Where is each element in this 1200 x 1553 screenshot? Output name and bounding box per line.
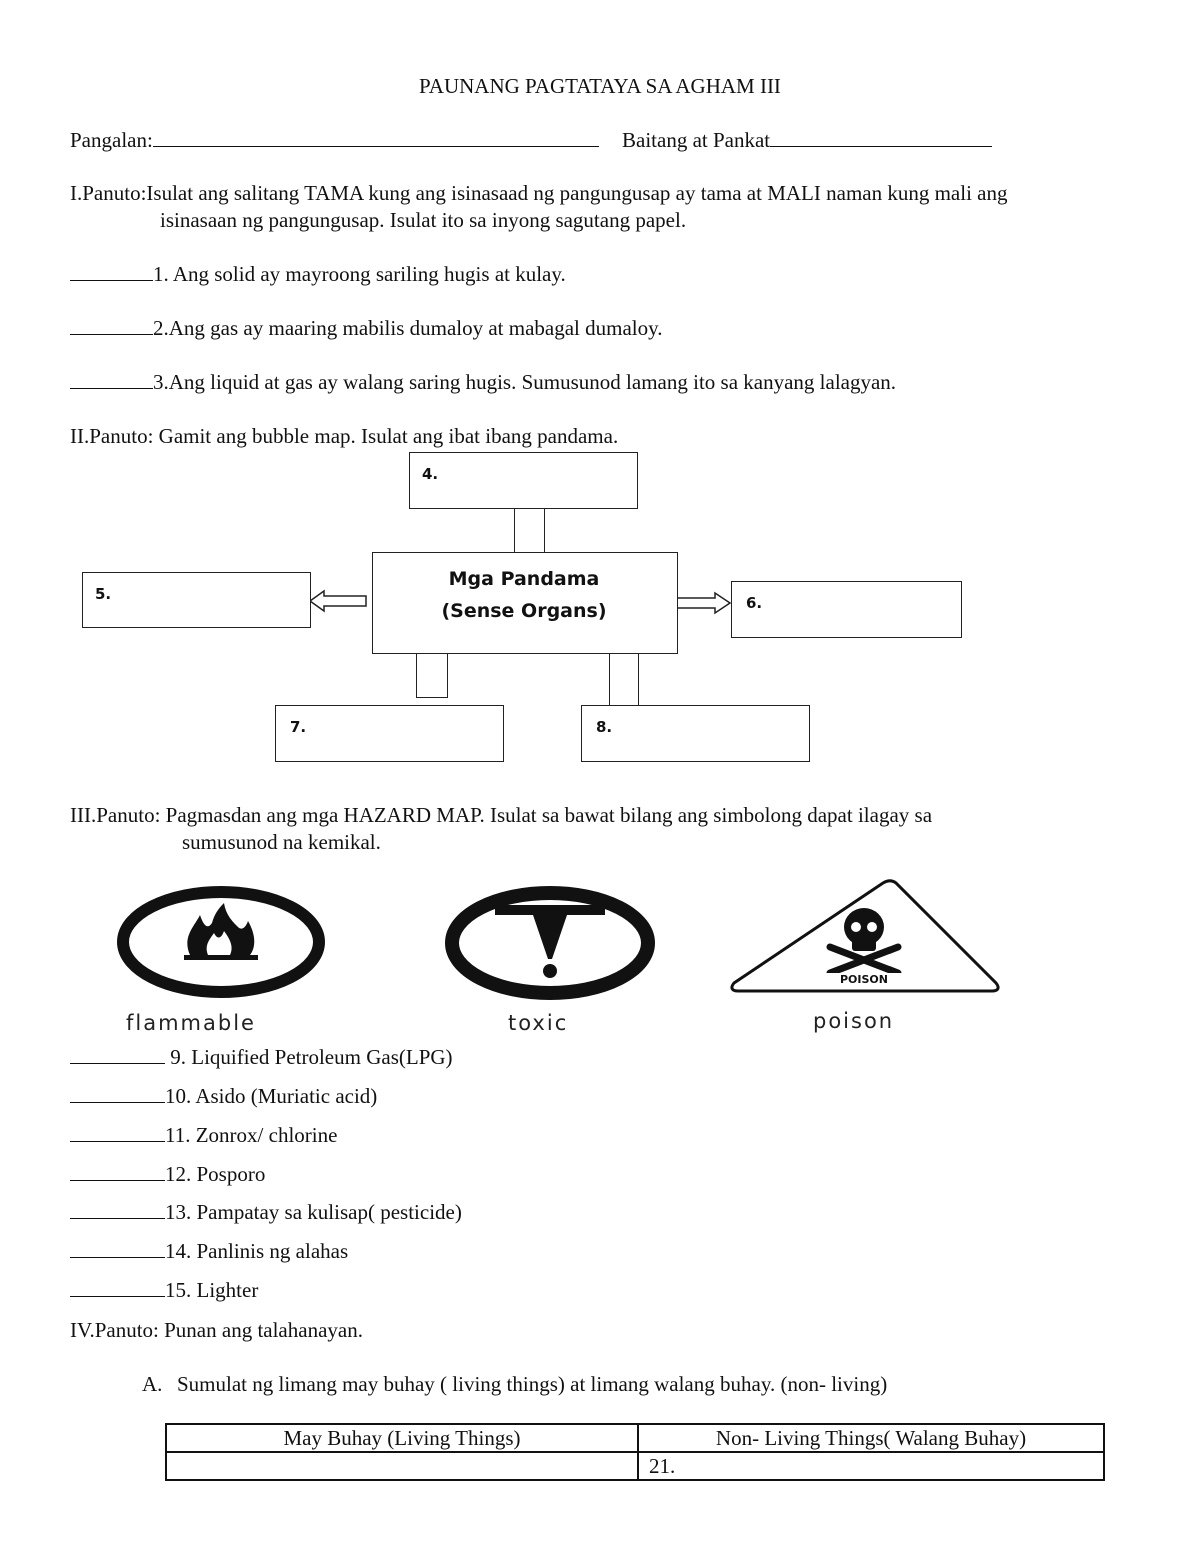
part3-directions-line1: III.Panuto: Pagmasdan ang mga HAZARD MAP. Isulat sa bawat bilang ang simbolong dapat ilagay sa bbox=[70, 803, 933, 827]
table-header: Non- Living Things( Walang Buhay) bbox=[638, 1424, 1104, 1452]
answer-box-6[interactable]: 6. bbox=[731, 581, 962, 638]
answer-blank[interactable] bbox=[70, 1141, 165, 1142]
name-field[interactable] bbox=[70, 128, 599, 153]
poison-badge: POISON bbox=[840, 973, 888, 986]
answer-box-5[interactable]: 5. bbox=[82, 572, 311, 628]
answer-blank[interactable] bbox=[70, 280, 153, 281]
part3-item: 10. Asido (Muriatic acid) bbox=[70, 1084, 377, 1109]
arrow-left-icon bbox=[310, 591, 366, 611]
table-header: May Buhay (Living Things) bbox=[166, 1424, 638, 1452]
answer-blank[interactable] bbox=[70, 1180, 165, 1181]
answer-box-7[interactable]: 7. bbox=[275, 705, 504, 762]
part4-sub-a-text: Sumulat ng limang may buhay ( living things) at limang walang buhay. (non- living) bbox=[177, 1372, 888, 1396]
part1-directions-line2: isinasaan ng pangungusap. Isulat ito sa inyong sagutang papel. bbox=[160, 208, 687, 232]
caption-toxic: toxic bbox=[508, 1011, 569, 1035]
table-header-row bbox=[166, 1424, 1104, 1452]
answer-blank[interactable] bbox=[70, 1218, 165, 1219]
table-cell[interactable]: 21. bbox=[638, 1452, 1104, 1480]
part1-item: 2.Ang gas ay maaring mabilis dumaloy at mabagal dumaloy. bbox=[70, 316, 663, 341]
answer-box-8[interactable]: 8. bbox=[581, 705, 810, 762]
part1-item: 1. Ang solid ay mayroong sariling hugis at kulay. bbox=[70, 262, 566, 287]
center-title-line1: Mga Pandama bbox=[448, 568, 600, 590]
part3-item: 13. Pampatay sa kulisap( pesticide) bbox=[70, 1200, 462, 1225]
answer-box-4[interactable]: 4. bbox=[409, 452, 638, 509]
part3-directions-line2: sumusunod na kemikal. bbox=[182, 830, 381, 854]
part3-item: 9. Liquified Petroleum Gas(LPG) bbox=[70, 1045, 453, 1070]
caption-poison: poison bbox=[813, 1009, 895, 1033]
living-things-table bbox=[165, 1423, 1105, 1481]
answer-blank[interactable] bbox=[70, 1257, 165, 1258]
center-bubble bbox=[372, 552, 678, 654]
name-blank[interactable] bbox=[153, 146, 599, 147]
connector-bottom-right bbox=[609, 652, 639, 707]
part3-item: 14. Panlinis ng alahas bbox=[70, 1239, 348, 1264]
part1-item: 3.Ang liquid at gas ay walang saring hugis. Sumusunod lamang ito sa kanyang lalagyan. bbox=[70, 370, 896, 395]
name-label: Pangalan: bbox=[70, 128, 153, 152]
page-title: PAUNANG PAGTATAYA SA AGHAM III bbox=[419, 74, 781, 98]
flame-icon bbox=[123, 892, 319, 992]
answer-blank[interactable] bbox=[70, 1296, 165, 1297]
connector-top bbox=[514, 508, 545, 555]
grade-blank[interactable] bbox=[770, 146, 992, 147]
part2-directions: II.Panuto: Gamit ang bubble map. Isulat ang ibat ibang pandama. bbox=[70, 424, 619, 448]
part4-directions: IV.Panuto: Punan ang talahanayan. bbox=[70, 1318, 363, 1342]
part4-sub-a-letter: A. bbox=[142, 1372, 163, 1396]
table-cell[interactable] bbox=[166, 1452, 638, 1480]
center-title-line2: (Sense Organs) bbox=[441, 600, 607, 622]
answer-blank[interactable] bbox=[70, 388, 153, 389]
part1-directions-line1: I.Panuto:Isulat ang salitang TAMA kung ang isinasaad ng pangungusap ay tama at MALI naman kung mali ang bbox=[70, 181, 1008, 205]
answer-blank[interactable] bbox=[70, 1063, 165, 1064]
answer-blank[interactable] bbox=[70, 334, 153, 335]
part3-item: 12. Posporo bbox=[70, 1162, 265, 1187]
toxic-icon bbox=[452, 893, 648, 993]
part3-item: 15. Lighter bbox=[70, 1278, 258, 1303]
grade-field[interactable] bbox=[622, 128, 992, 153]
table-row bbox=[166, 1452, 1104, 1480]
caption-flammable: flammable bbox=[126, 1011, 256, 1035]
answer-blank[interactable] bbox=[70, 1102, 165, 1103]
part3-item: 11. Zonrox/ chlorine bbox=[70, 1123, 337, 1148]
arrow-right-icon bbox=[677, 593, 730, 613]
grade-label: Baitang at Pankat bbox=[622, 128, 771, 152]
